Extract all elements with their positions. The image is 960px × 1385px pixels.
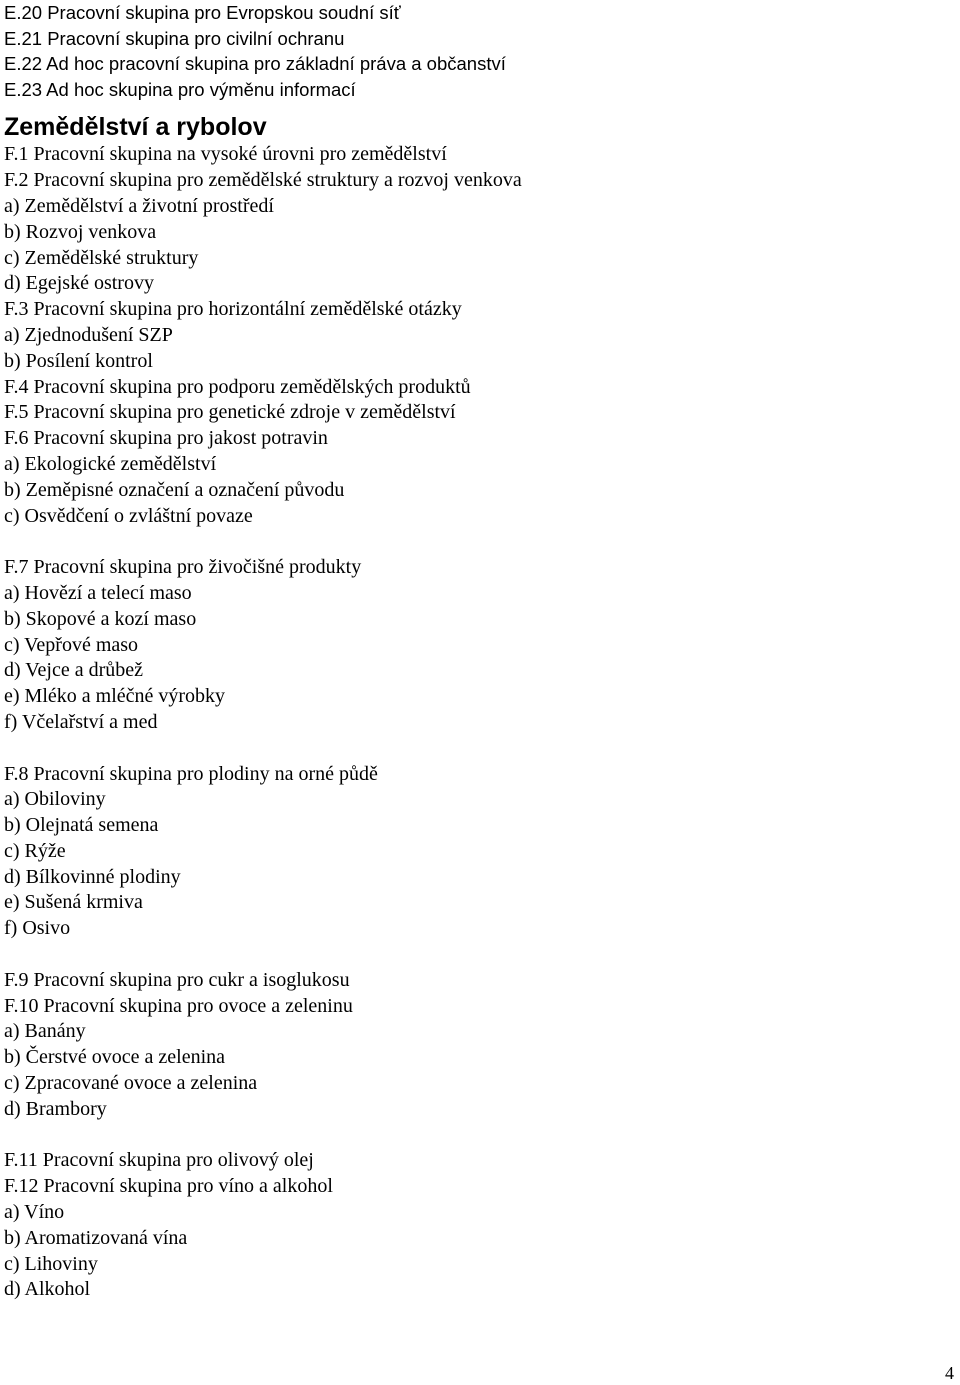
list-item: b) Rozvoj venkova — [4, 220, 157, 243]
list-item: E.20 Pracovní skupina pro Evropskou soudní síť — [4, 2, 401, 23]
list-item: E.21 Pracovní skupina pro civilní ochranu — [4, 27, 345, 49]
list-item: a) Hovězí a telecí maso — [4, 581, 192, 604]
list-item: F.6 Pracovní skupina pro jakost potravin — [4, 427, 328, 450]
section-heading: Zemědělství a rybolov — [4, 113, 267, 142]
list-item: a) Víno — [4, 1201, 65, 1224]
group-f7 — [4, 555, 944, 736]
blank-line — [4, 736, 944, 762]
page-number: 4 — [945, 1363, 954, 1383]
list-item: b) Zeměpisné označení a označení původu — [4, 478, 345, 501]
list-item: a) Ekologické zemědělství — [4, 452, 217, 475]
list-item: b) Skopové a kozí maso — [4, 607, 197, 630]
list-item: d) Brambory — [4, 1097, 107, 1120]
list-item: F.7 Pracovní skupina pro živočišné produkty — [4, 556, 362, 579]
list-item: F.1 Pracovní skupina na vysoké úrovni pro zemědělství — [4, 143, 447, 166]
group-f11-f12 — [4, 1148, 944, 1303]
list-item: f) Včelařství a med — [4, 710, 158, 733]
list-item: d) Vejce a drůbež — [4, 659, 144, 682]
list-item: F.8 Pracovní skupina pro plodiny na orné půdě — [4, 762, 378, 785]
list-item: F.2 Pracovní skupina pro zemědělské struktury a rozvoj venkova — [4, 169, 522, 192]
list-item: F.11 Pracovní skupina pro olivový olej — [4, 1149, 314, 1172]
list-item: b) Čerstvé ovoce a zelenina — [4, 1046, 226, 1069]
list-item: a) Zemědělství a životní prostředí — [4, 194, 274, 217]
group-f1-f6 — [4, 142, 944, 529]
list-item: E.23 Ad hoc skupina pro výměnu informací — [4, 78, 356, 100]
list-item: a) Zjednodušení SZP — [4, 323, 173, 346]
list-item: F.12 Pracovní skupina pro víno a alkohol — [4, 1175, 333, 1198]
list-item: e) Mléko a mléčné výrobky — [4, 685, 226, 708]
blank-line — [4, 1123, 944, 1149]
list-item: c) Zpracované ovoce a zelenina — [4, 1072, 258, 1095]
list-item: F.4 Pracovní skupina pro podporu zemědělských produktů — [4, 375, 471, 398]
list-item: c) Lihoviny — [4, 1252, 98, 1275]
list-item: F.5 Pracovní skupina pro genetické zdroje v zemědělství — [4, 401, 456, 424]
list-item: b) Olejnatá semena — [4, 814, 159, 837]
list-item: c) Zemědělské struktury — [4, 246, 199, 269]
list-item: e) Sušená krmiva — [4, 891, 143, 914]
list-item: F.3 Pracovní skupina pro horizontální zemědělské otázky — [4, 298, 462, 321]
list-item: a) Obiloviny — [4, 788, 106, 811]
blank-line — [4, 942, 944, 968]
blank-line — [4, 529, 944, 555]
list-item: b) Posílení kontrol — [4, 349, 153, 372]
list-item: a) Banány — [4, 1020, 86, 1043]
list-item: c) Rýže — [4, 839, 66, 862]
list-item: E.22 Ad hoc pracovní skupina pro základní práva a občanství — [4, 53, 506, 75]
list-item: c) Osvědčení o zvláštní povaze — [4, 504, 253, 527]
document-page — [4, 0, 944, 1303]
list-item: F.9 Pracovní skupina pro cukr a isoglukosu — [4, 968, 350, 991]
e-items-list — [4, 0, 944, 102]
list-item: d) Egejské ostrovy — [4, 272, 154, 295]
group-f9-f10 — [4, 968, 944, 1123]
list-item: c) Vepřové maso — [4, 633, 139, 656]
group-f8 — [4, 762, 944, 943]
list-item: b) Aromatizovaná vína — [4, 1226, 188, 1249]
list-item: d) Bílkovinné plodiny — [4, 865, 181, 888]
list-item: d) Alkohol — [4, 1278, 91, 1301]
list-item: f) Osivo — [4, 917, 71, 940]
list-item: F.10 Pracovní skupina pro ovoce a zeleninu — [4, 994, 353, 1017]
